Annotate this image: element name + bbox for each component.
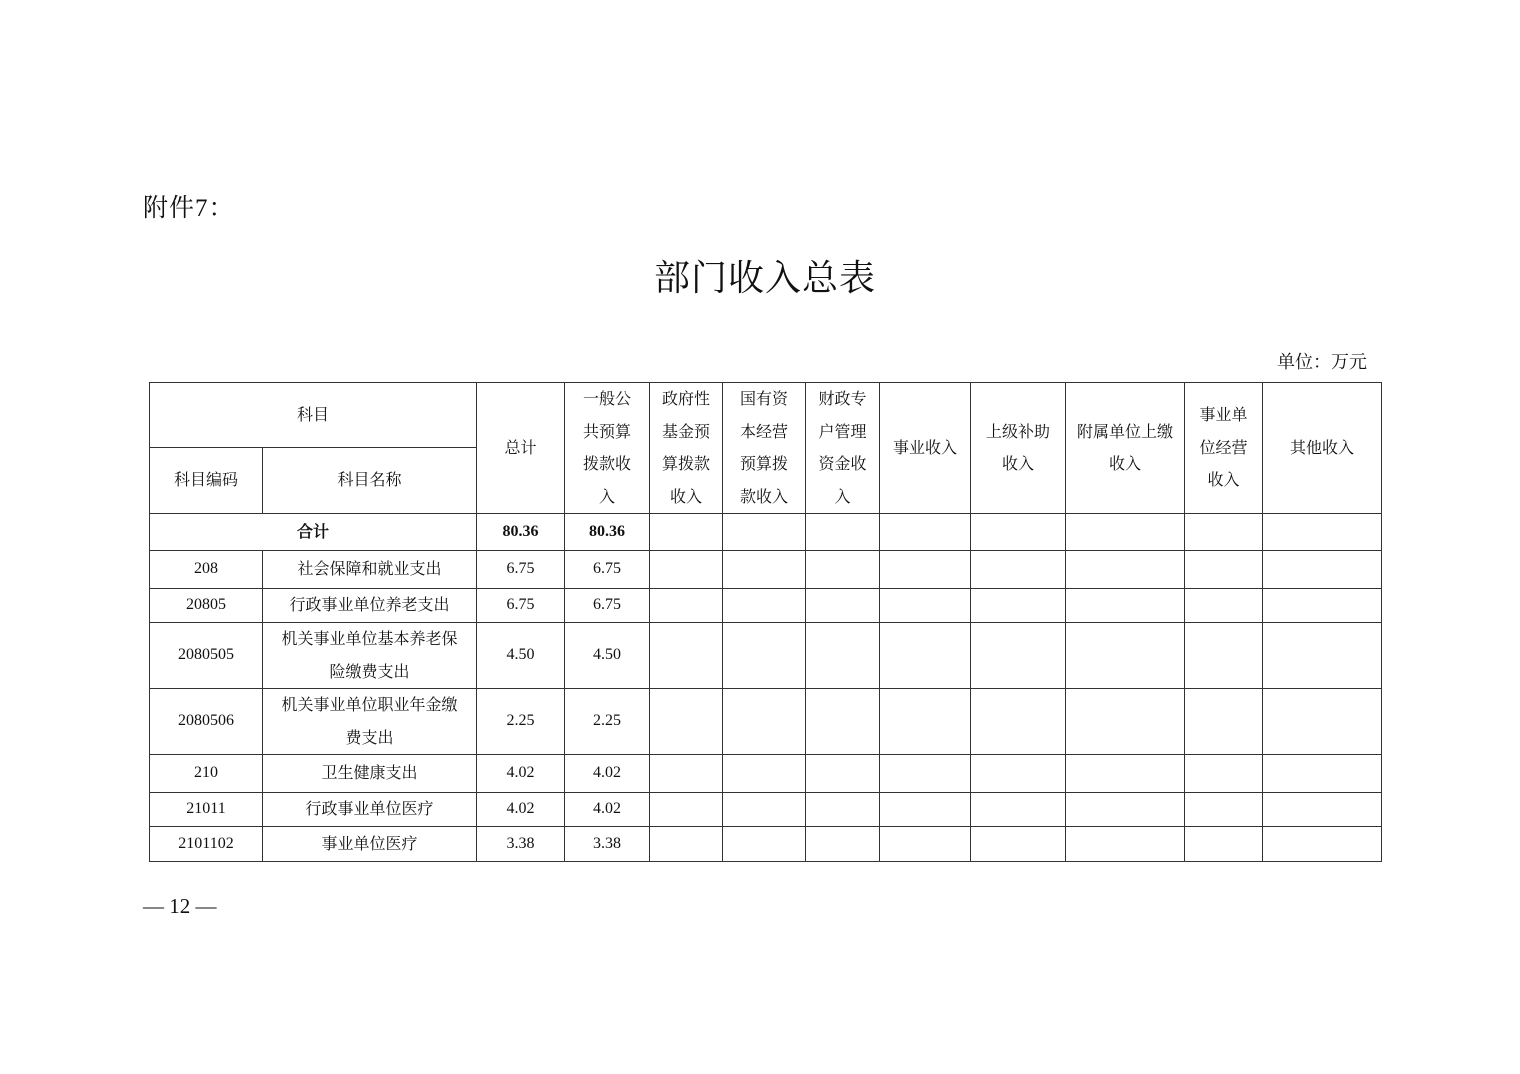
header-col-1 xyxy=(565,383,650,514)
cell-line: 款收入 xyxy=(740,486,789,506)
empty-cell xyxy=(880,514,971,551)
total-value: 2.25 xyxy=(477,689,565,755)
general-budget-value: 2.25 xyxy=(565,689,650,755)
empty-cell xyxy=(971,551,1066,589)
empty-cell xyxy=(806,551,880,589)
annex-label-num: 7 xyxy=(195,195,209,222)
header-col-4 xyxy=(806,383,880,514)
empty-cell xyxy=(1263,551,1382,589)
empty-cell xyxy=(806,793,880,827)
subject-name xyxy=(263,827,477,862)
empty-cell xyxy=(650,755,723,793)
total-value: 6.75 xyxy=(477,551,565,589)
empty-cell xyxy=(1185,827,1263,862)
cell-line: 收入 xyxy=(670,486,703,506)
page-number: — 12 — xyxy=(143,894,217,918)
empty-cell xyxy=(723,827,806,862)
empty-cell xyxy=(1263,689,1382,755)
subject-name xyxy=(263,623,477,689)
cell-line: 政府性 xyxy=(662,389,711,408)
cell-line: 国有资 xyxy=(740,389,789,408)
cell-line: 上级补助 xyxy=(986,421,1051,441)
empty-cell xyxy=(723,551,806,589)
annex-label-colon: ： xyxy=(208,193,235,222)
empty-cell xyxy=(1066,827,1185,862)
empty-cell xyxy=(723,623,806,689)
empty-cell xyxy=(1263,589,1382,623)
general-budget-value: 3.38 xyxy=(565,827,650,862)
empty-cell xyxy=(806,589,880,623)
total-label: 合计 xyxy=(150,514,477,551)
cell-line: 总计 xyxy=(504,437,537,457)
cell-line: 收入 xyxy=(1109,454,1142,473)
empty-cell xyxy=(1263,827,1382,862)
header-col-8 xyxy=(1185,383,1263,514)
total-value: 4.50 xyxy=(477,623,565,689)
empty-cell xyxy=(1185,589,1263,623)
subject-code: 21011 xyxy=(150,793,263,827)
cell-line: 行政事业单位医疗 xyxy=(305,799,434,819)
table-row xyxy=(150,755,1382,793)
subject-code: 2080505 xyxy=(150,623,263,689)
general-budget-value: 4.02 xyxy=(565,755,650,793)
empty-cell xyxy=(1066,623,1185,689)
empty-cell xyxy=(650,827,723,862)
cell-line: 其他收入 xyxy=(1290,437,1355,457)
total-value: 4.02 xyxy=(477,755,565,793)
empty-cell xyxy=(650,514,723,551)
empty-cell xyxy=(1185,514,1263,551)
subject-name xyxy=(263,755,477,793)
header-col-9 xyxy=(1263,383,1382,514)
cell-line: 机关事业单位基本养老保 xyxy=(281,629,458,648)
header-col-2 xyxy=(650,383,723,514)
empty-cell xyxy=(971,827,1066,862)
cell-line: 社会保障和就业支出 xyxy=(297,559,442,579)
page-title xyxy=(0,250,1520,301)
cell-line: 基金预 xyxy=(662,421,711,441)
cell-line: 资金收 xyxy=(818,454,867,473)
empty-cell xyxy=(1066,589,1185,623)
empty-cell xyxy=(650,589,723,623)
empty-cell xyxy=(1263,793,1382,827)
cell-line: 险缴费支出 xyxy=(329,661,410,681)
empty-cell xyxy=(880,755,971,793)
empty-cell xyxy=(1066,514,1185,551)
subject-code: 208 xyxy=(150,551,263,589)
empty-cell xyxy=(971,623,1066,689)
cell-line: 机关事业单位职业年金缴 xyxy=(281,695,458,714)
empty-cell xyxy=(650,793,723,827)
general-budget-value: 6.75 xyxy=(565,551,650,589)
total-value: 3.38 xyxy=(477,827,565,862)
subject-name xyxy=(263,551,477,589)
general-budget-value: 6.75 xyxy=(565,589,650,623)
table-row xyxy=(150,793,1382,827)
empty-cell xyxy=(880,623,971,689)
header-col-3 xyxy=(723,383,806,514)
empty-cell xyxy=(723,514,806,551)
empty-cell xyxy=(806,514,880,551)
empty-cell xyxy=(1185,793,1263,827)
empty-cell xyxy=(1066,755,1185,793)
table-row xyxy=(150,551,1382,589)
empty-cell xyxy=(806,755,880,793)
cell-line: 户管理 xyxy=(818,421,867,441)
empty-cell xyxy=(1185,623,1263,689)
table-row xyxy=(150,689,1382,755)
cell-line: 事业单位医疗 xyxy=(321,833,418,853)
total-value: 4.02 xyxy=(477,793,565,827)
empty-cell xyxy=(723,793,806,827)
empty-cell xyxy=(880,551,971,589)
cell-line: 一般公 xyxy=(583,389,632,408)
cell-line: 本经营 xyxy=(740,421,789,441)
empty-cell xyxy=(971,793,1066,827)
income-summary-table xyxy=(149,382,1382,862)
cell-line: 收入 xyxy=(1002,454,1035,473)
cell-line: 预算拨 xyxy=(740,454,789,473)
empty-cell xyxy=(1066,551,1185,589)
subject-name xyxy=(263,689,477,755)
cell-line: 收入 xyxy=(1207,470,1240,490)
empty-cell xyxy=(880,827,971,862)
total-value: 6.75 xyxy=(477,589,565,623)
header-subject-code: 科目编码 xyxy=(150,448,263,514)
cell-line: 卫生健康支出 xyxy=(321,763,418,783)
empty-cell xyxy=(723,589,806,623)
empty-cell xyxy=(723,755,806,793)
total-value: 80.36 xyxy=(477,514,565,551)
empty-cell xyxy=(880,589,971,623)
general-budget-value: 4.02 xyxy=(565,793,650,827)
header-subject-name: 科目名称 xyxy=(263,448,477,514)
subject-name xyxy=(263,793,477,827)
subject-name xyxy=(263,589,477,623)
empty-cell xyxy=(806,623,880,689)
cell-line: 费支出 xyxy=(345,727,394,747)
empty-cell xyxy=(971,514,1066,551)
empty-cell xyxy=(880,793,971,827)
annex-label xyxy=(143,188,235,224)
empty-cell xyxy=(650,623,723,689)
empty-cell xyxy=(723,689,806,755)
empty-cell xyxy=(1185,755,1263,793)
table-row xyxy=(150,623,1382,689)
cell-line: 算拨款 xyxy=(662,454,711,473)
empty-cell xyxy=(1066,793,1185,827)
empty-cell xyxy=(1263,623,1382,689)
subject-code: 210 xyxy=(150,755,263,793)
subject-code: 20805 xyxy=(150,589,263,623)
total-general-value: 80.36 xyxy=(565,514,650,551)
cell-line: 附属单位上缴 xyxy=(1077,421,1174,441)
empty-cell xyxy=(1263,755,1382,793)
cell-line: 事业单 xyxy=(1199,405,1248,425)
total-row xyxy=(150,514,1382,551)
empty-cell xyxy=(971,689,1066,755)
header-col-5 xyxy=(880,383,971,514)
annex-label-cn: 附件 xyxy=(143,193,196,222)
cell-line: 入 xyxy=(834,486,851,506)
cell-line: 位经营 xyxy=(1199,437,1248,457)
unit-label: 单位：万元 xyxy=(1277,352,1367,373)
table-row xyxy=(150,827,1382,862)
empty-cell xyxy=(650,689,723,755)
cell-line: 事业收入 xyxy=(893,437,958,457)
empty-cell xyxy=(806,827,880,862)
empty-cell xyxy=(806,689,880,755)
general-budget-value: 4.50 xyxy=(565,623,650,689)
empty-cell xyxy=(1185,551,1263,589)
empty-cell xyxy=(1066,689,1185,755)
subject-code: 2080506 xyxy=(150,689,263,755)
header-col-6 xyxy=(971,383,1066,514)
empty-cell xyxy=(650,551,723,589)
cell-line: 拨款收 xyxy=(583,454,632,473)
empty-cell xyxy=(1185,689,1263,755)
cell-line: 行政事业单位养老支出 xyxy=(289,595,450,615)
empty-cell xyxy=(880,689,971,755)
header-col-7 xyxy=(1066,383,1185,514)
empty-cell xyxy=(1263,514,1382,551)
empty-cell xyxy=(971,589,1066,623)
header-subject: 科目 xyxy=(150,383,477,448)
subject-code: 2101102 xyxy=(150,827,263,862)
header-col-0 xyxy=(477,383,565,514)
page-title-text: 部门收入总表 xyxy=(653,258,876,299)
cell-line: 财政专 xyxy=(818,389,867,408)
table-row xyxy=(150,589,1382,623)
cell-line: 入 xyxy=(599,486,616,506)
empty-cell xyxy=(971,755,1066,793)
cell-line: 共预算 xyxy=(583,421,632,441)
